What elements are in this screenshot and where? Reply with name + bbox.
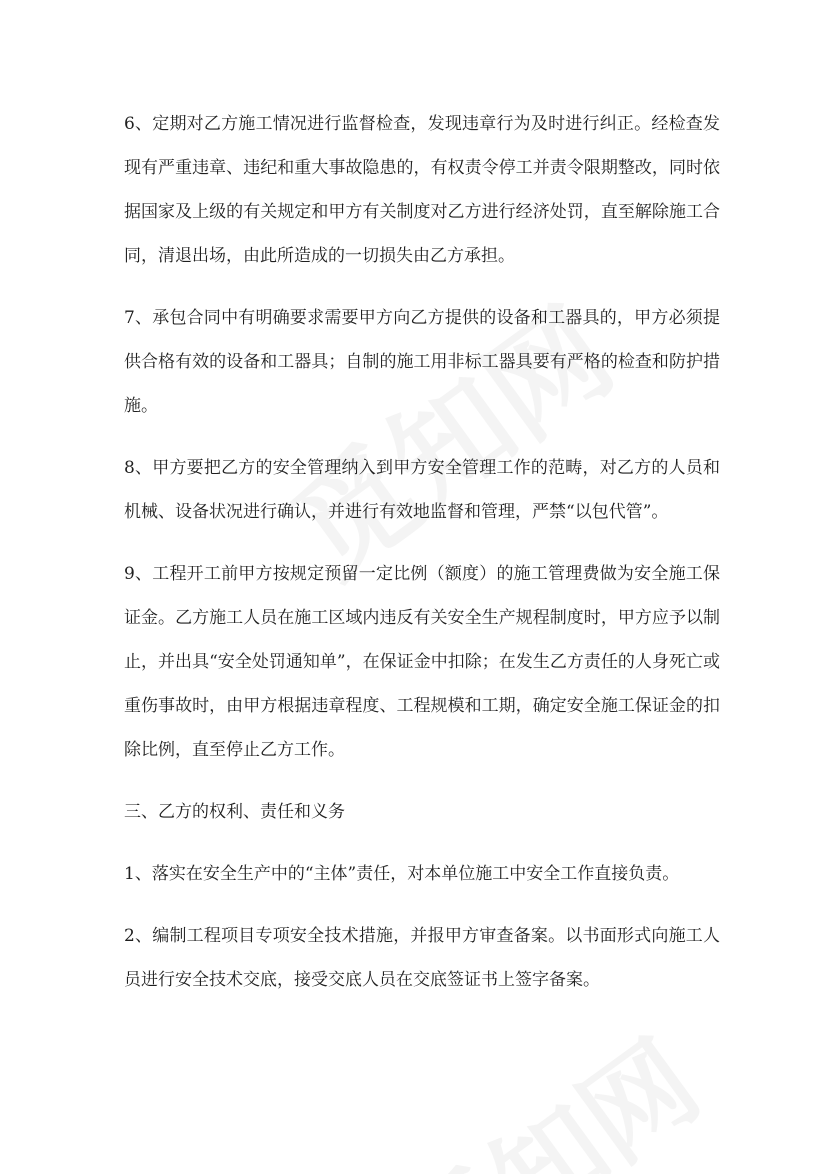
paragraph-item-8: 8、甲方要把乙方的安全管理纳入到甲方安全管理工作的范畴，对乙方的人员和机械、设备状况进行确认，并进行有效地监督和管理，严禁“以包代管”。 xyxy=(124,458,720,522)
paragraph-item-7: 7、承包合同中有明确要求需要甲方向乙方提供的设备和工器具的，甲方必须提供合格有效的设备和工器具；自制的施工用非标工器具要有严格的检查和防护措施。 xyxy=(124,308,720,416)
paragraph-item-b2: 2、编制工程项目专项安全技术措施，并报甲方审查备案。以书面形式向施工人员进行安全技术交底，接受交底人员在交底签证书上签字备案。 xyxy=(124,926,720,990)
paragraph-item-9: 9、工程开工前甲方按规定预留一定比例（额度）的施工管理费做为安全施工保证金。乙方施工人员在施工区域内违反有关安全生产规程制度时，甲方应予以制止，并出具“安全处罚通知单”，在保证金中扣除；在发生乙方责任的人身死亡或重伤事故时，由甲方根据违章程度、工程规模和工期，确定安全施工保证金的扣除比例，直至停止乙方工作。 xyxy=(124,564,720,760)
paragraph-item-6: 6、定期对乙方施工情况进行监督检查，发现违章行为及时进行纠正。经检查发现有严重违章、违纪和重大事故隐患的，有权责令停工并责令限期整改，同时依据国家及上级的有关规定和甲方有关制度对乙方进行经济处罚，直至解除施工合同，清退出场，由此所造成的一切损失由乙方承担。 xyxy=(124,114,720,266)
section-heading-party-b: 三、乙方的权利、责任和义务 xyxy=(124,802,345,822)
paragraph-item-b1: 1、落实在安全生产中的“主体”责任，对本单位施工中安全工作直接负责。 xyxy=(124,864,680,884)
document-body xyxy=(124,102,720,1020)
watermark-logo-bottom xyxy=(365,998,725,1174)
